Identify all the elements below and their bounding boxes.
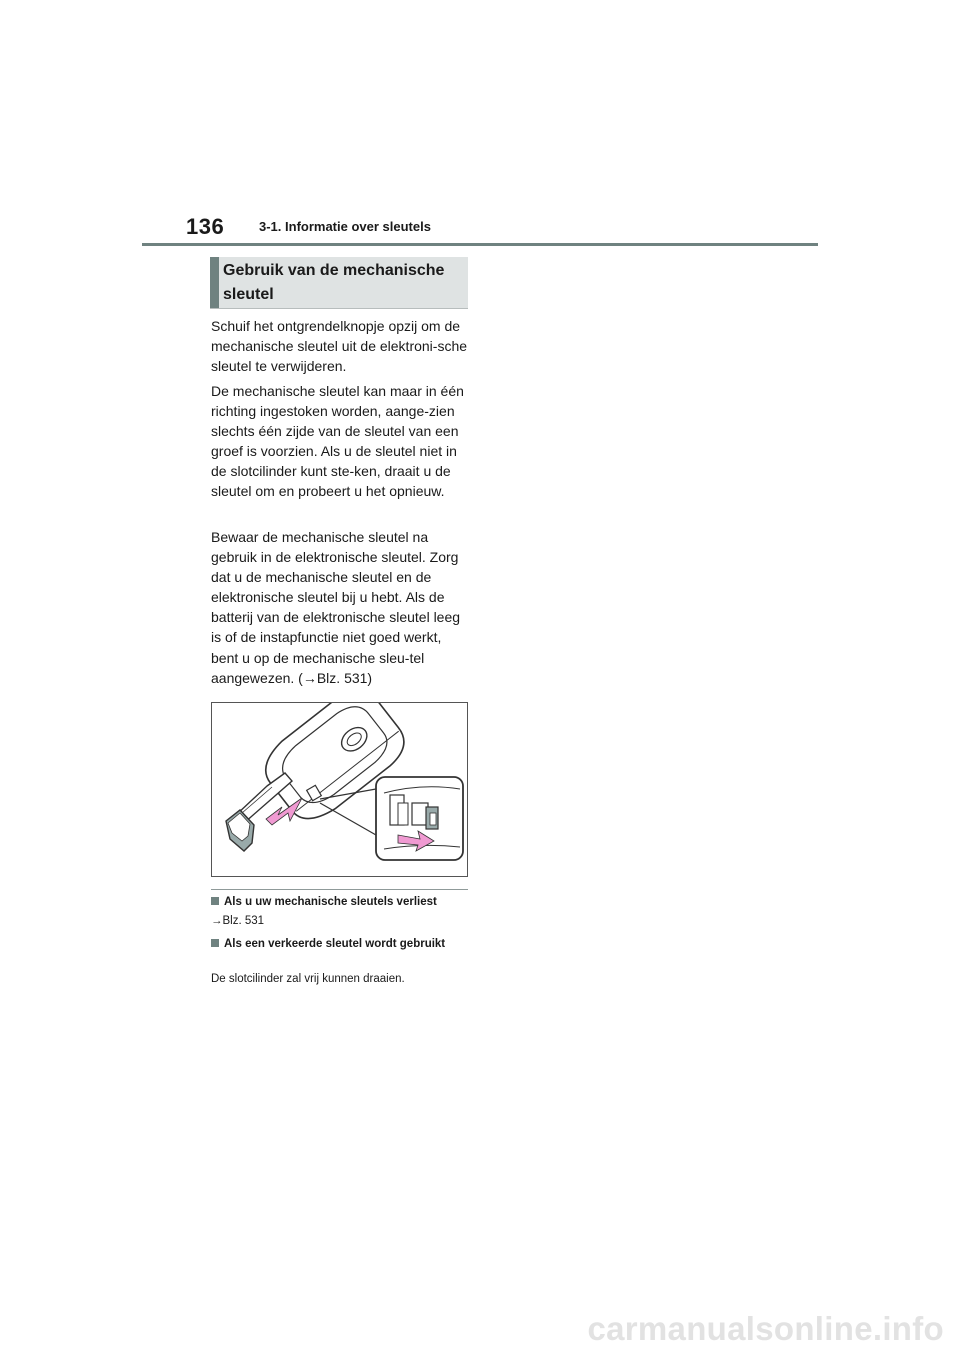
watermark: carmanualsonline.info [587,1310,944,1347]
square-bullet-icon [211,897,219,905]
header-rule [142,243,818,246]
section-bar-icon [210,257,219,308]
note-text-2: De slotcilinder zal vrij kunnen draaien. [211,973,405,985]
paragraph-text: Bewaar de mechanische sleutel na gebruik in de elektronische sleutel. Zorg dat u de mechanische sleutel en de elektronische sleutel bij u hebt. Als de batterij van de elektronische sleutel leeg is of de instapfunctie niet goed werkt, bent u op de mechanische sleu-tel aangewezen. (→Blz. 531) [211,529,461,686]
electronic-key-with-mechanical-key-icon [212,703,467,876]
note-heading-text: Als een verkeerde sleutel wordt gebruikt [224,938,446,950]
section-title: Gebruik van de mechanische sleutel [223,262,445,303]
paragraph-text: De mechanische sleutel kan maar in één richting ingestoken worden, aange-zien slechts één zijde van de sleutel van een groef is voorzien. Als u de sleutel niet in de slotcilinder kunt ste-ken, draait u de sleutel om en probeert u het opnieuw. [211,383,464,500]
key-illustration [211,702,468,877]
square-bullet-icon [211,939,219,947]
zoom-inset [376,777,463,860]
notes-divider [211,889,468,890]
note-text-1: →Blz. 531 [211,915,265,927]
note-heading-2 [211,938,468,951]
paragraph-text: Schuif het ontgrendelknopje opzij om de mechanische sleutel uit de elektroni-sche sleutel te verwijderen. [211,318,468,375]
paragraph-2 [211,381,469,502]
note-heading-text: Als u uw mechanische sleutels verliest [224,896,437,908]
note-heading-1 [211,896,468,909]
running-head: 3-1. Informatie over sleutels [259,219,431,234]
paragraph-3 [211,527,469,688]
section-heading-box [210,257,468,309]
paragraph-1 [211,316,469,376]
page-number: 136 [186,214,225,239]
